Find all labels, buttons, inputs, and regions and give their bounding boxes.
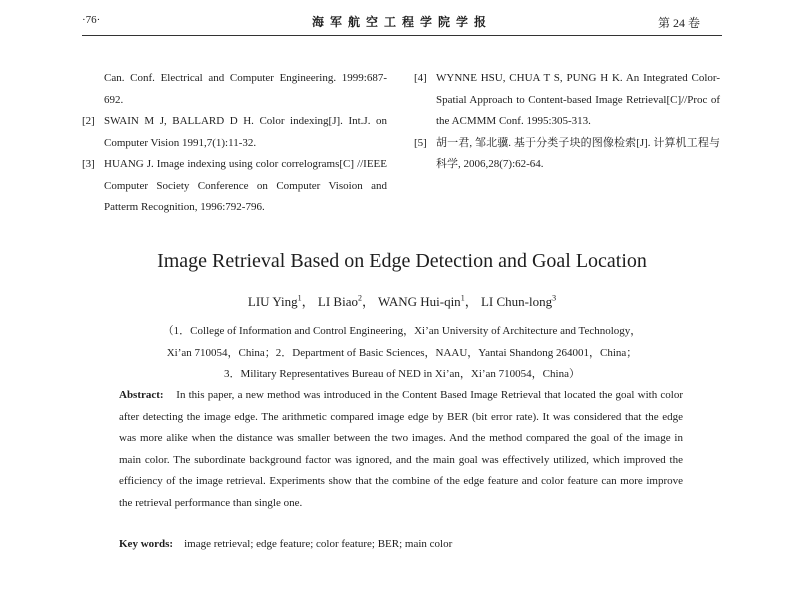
keywords	[119, 538, 452, 550]
reference-number: [3]	[82, 158, 95, 170]
abstract	[119, 385, 683, 514]
keywords-label: Key words:	[119, 538, 174, 550]
journal-title: 海军航空工程学院学报	[311, 15, 492, 29]
author-affiliation-mark: 1	[460, 293, 465, 303]
affiliation-line: 3．Military Representatives Bureau of NED in Xi’an，Xi’an 710054，China）	[224, 368, 580, 380]
reference-continuation	[82, 68, 387, 111]
page-number: ·76·	[82, 14, 101, 26]
references-right-column	[414, 68, 720, 176]
author-name: LIU Ying	[247, 294, 298, 309]
reference-item	[414, 68, 720, 133]
affiliation-line: （1．College of Information and Control Engineering，Xi’an University of Architecture and Technology，	[162, 325, 642, 337]
page-header	[82, 11, 722, 33]
reference-text: HUANG J. Image indexing using color correlograms[C] //IEEE Computer Society Conference on Computer Visoion and Patterm Recognition, 1996:792-796.	[104, 158, 387, 213]
references-left-column	[82, 68, 387, 219]
abstract-text: In this paper, a new method was introduced in the Content Based Image Retrieval that located the goal with color after detecting the image edge. The arithmetic compared image edge by BER (bit error rate). It was considered that the edge was more alike when the distance was smaller between the two images. And the method compared the goal of the image in main color. The subordinate background factor was ignored, and the main goal was effectively utilized, which improved the efficiency of the image retrieval. Experiments show that the combine of the edge feature and color feature can more improve the retrieval performance than single one.	[119, 389, 683, 509]
author-separator: ，	[301, 294, 315, 309]
reference-text: Can. Conf. Electrical and Computer Engineering. 1999:687-692.	[104, 72, 387, 106]
author-name: LI Biao	[317, 294, 358, 309]
reference-number: [2]	[82, 115, 95, 127]
author-affiliation-mark: 1	[297, 293, 302, 303]
reference-text: SWAIN M J, BALLARD D H. Color indexing[J]. Int.J. on Computer Vision 1991,7(1):11-32.	[104, 115, 387, 149]
reference-text: WYNNE HSU, CHUA T S, PUNG H K. An Integrated Color-Spatial Approach to Content-based Image Retrieval[C]//Proc of the ACMMM Conf. 1995:305-313.	[436, 72, 720, 127]
author-affiliation-mark: 2	[357, 293, 362, 303]
reference-number: [4]	[414, 72, 427, 84]
author-affiliation-mark: 3	[552, 293, 557, 303]
abstract-label: Abstract:	[119, 389, 164, 401]
affiliation-line: Xi’an 710054，China；2．Department of Basic Sciences，NAAU，Yantai Shandong 264001，China；	[166, 346, 638, 359]
reference-item	[82, 154, 387, 219]
author-name: WANG Hui-qin	[378, 294, 461, 309]
author-name: LI Chun-long	[480, 294, 553, 309]
author-separator: ，	[464, 294, 478, 309]
reference-number: [5]	[414, 136, 427, 149]
reference-item	[414, 133, 720, 176]
affiliations	[82, 321, 722, 386]
reference-item	[82, 111, 387, 154]
author-list	[82, 291, 722, 310]
paper-title: Image Retrieval Based on Edge Detection and Goal Location	[157, 250, 647, 272]
reference-text: 胡一君, 邹北骥. 基于分类子块的图像检索[J]. 计算机工程与科学, 2006,28(7):62-64.	[436, 136, 720, 170]
author-separator: ，	[361, 294, 375, 309]
keywords-text: image retrieval; edge feature; color feature; BER; main color	[184, 538, 453, 550]
volume-label: 第 24 卷	[657, 16, 700, 30]
header-rule	[82, 35, 722, 36]
